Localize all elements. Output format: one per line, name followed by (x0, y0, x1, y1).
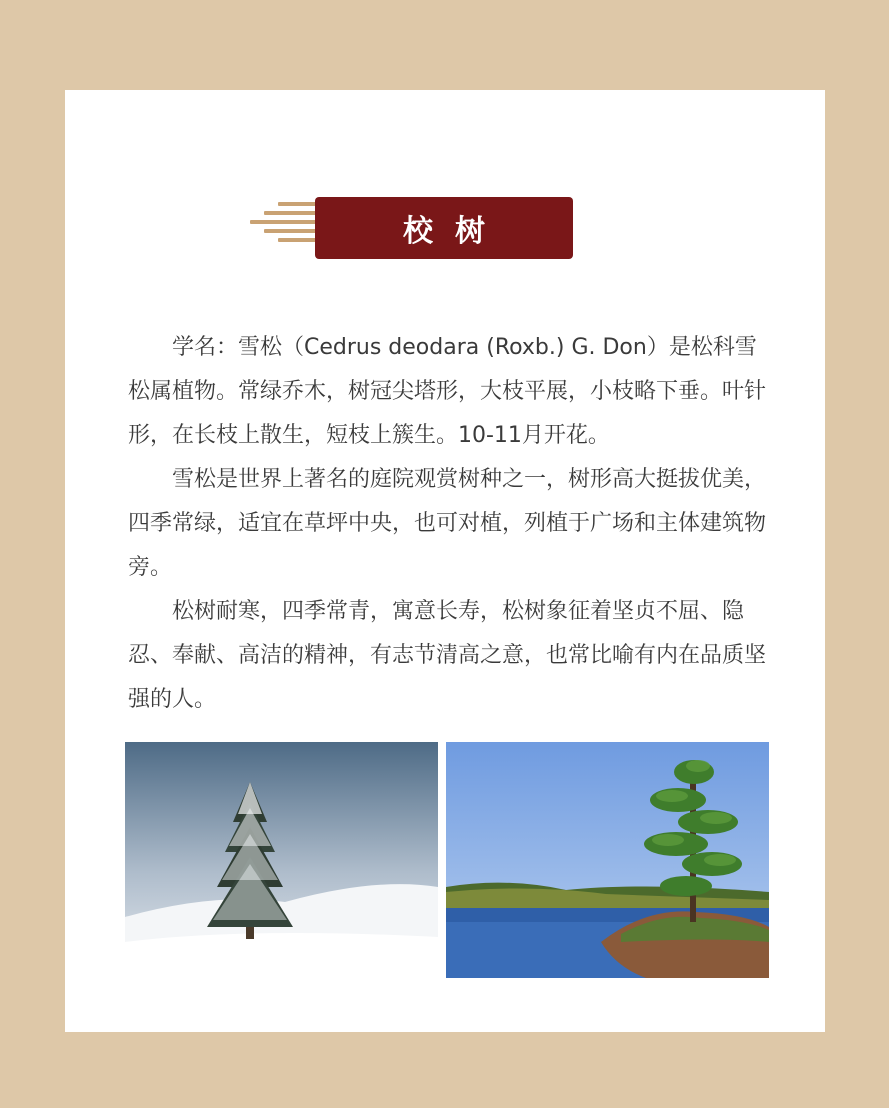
title-header (250, 197, 575, 259)
content-card (65, 90, 825, 1032)
page-title: 校树 (403, 214, 507, 249)
paragraph-symbolism: 松树耐寒，四季常青，寓意长寿，松树象征着坚贞不屈、隐忍、奉献、高洁的精神，有志节清高之意，也常比喻有内在品质坚强的人。 (128, 599, 767, 712)
snowy-pine-photo (125, 742, 438, 978)
decorative-stripes (250, 202, 320, 244)
lakeside-pine-photo (446, 742, 769, 978)
paragraph-ornamental-use: 雪松是世界上著名的庭院观赏树种之一，树形高大挺拔优美，四季常绿，适宜在草坪中央，也可对植，列植于广场和主体建筑物旁。 (128, 467, 767, 580)
title-banner (315, 197, 573, 259)
paragraph-scientific-name: 学名：雪松（Cedrus deodara (Roxb.) G. Don）是松科雪松属植物。常绿乔木，树冠尖塔形，大枝平展，小枝略下垂。叶针形，在长枝上散生，短枝上簇生。10-11月开花。 (128, 335, 767, 448)
article-body (128, 326, 778, 722)
